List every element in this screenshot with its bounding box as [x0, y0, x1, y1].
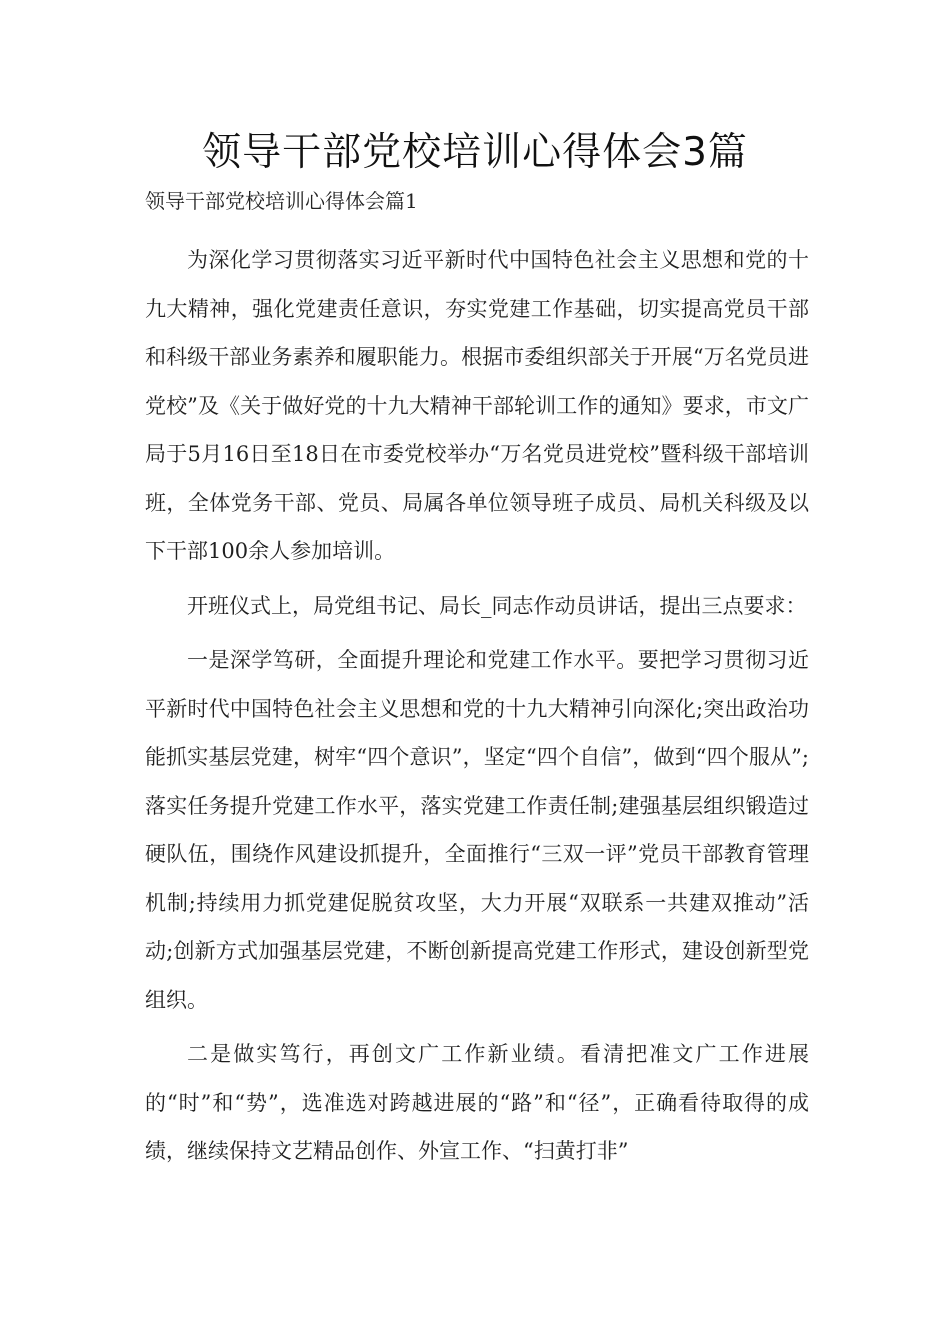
- paragraph-requirement-two: 二是做实笃行，再创文广工作新业绩。看清把准文广工作进展的“时”和“势”，选准选对跨越进展的“路”和“径”，正确看待取得的成绩，继续保持文艺精品创作、外宣工作、“扫黄打非”: [145, 1042, 809, 1163]
- paragraph-opening-ceremony: 开班仪式上，局党组书记、局长_同志作动员讲话，提出三点要求：: [187, 593, 807, 618]
- document-title: 领导干部党校培训心得体会3篇: [202, 130, 748, 175]
- document-body: [145, 236, 809, 1182]
- document-subtitle: 领导干部党校培训心得体会篇1: [145, 189, 418, 213]
- paragraph-requirement-one: 一是深学笃研，全面提升理论和党建工作水平。要把学习贯彻习近平新时代中国特色社会主义思想和党的十九大精神引向深化;突出政治功能抓实基层党建，树牢“四个意识”，坚定“四个自信”，做到“四个服从”;落实任务提升党建工作水平，落实党建工作责任制;建强基层组织锻造过硬队伍，围绕作风建设抓提升，全面推行“三双一评”党员干部教育管理机制;持续用力抓党建促脱贫攻坚，大力开展“双联系一共建双推动”活动;创新方式加强基层党建，不断创新提高党建工作形式，建设创新型党组织。: [145, 648, 809, 1012]
- paragraph-intro: 为深化学习贯彻落实习近平新时代中国特色社会主义思想和党的十九大精神，强化党建责任意识，夯实党建工作基础，切实提高党员干部和科级干部业务素养和履职能力。根据市委组织部关于开展“万名党员进党校”及《关于做好党的十九大精神干部轮训工作的通知》要求，市文广局于5月16日至18日在市委党校举办“万名党员进党校”暨科级干部培训班，全体党务干部、党员、局属各单位领导班子成员、局机关科级及以下干部100余人参加培训。: [145, 248, 809, 563]
